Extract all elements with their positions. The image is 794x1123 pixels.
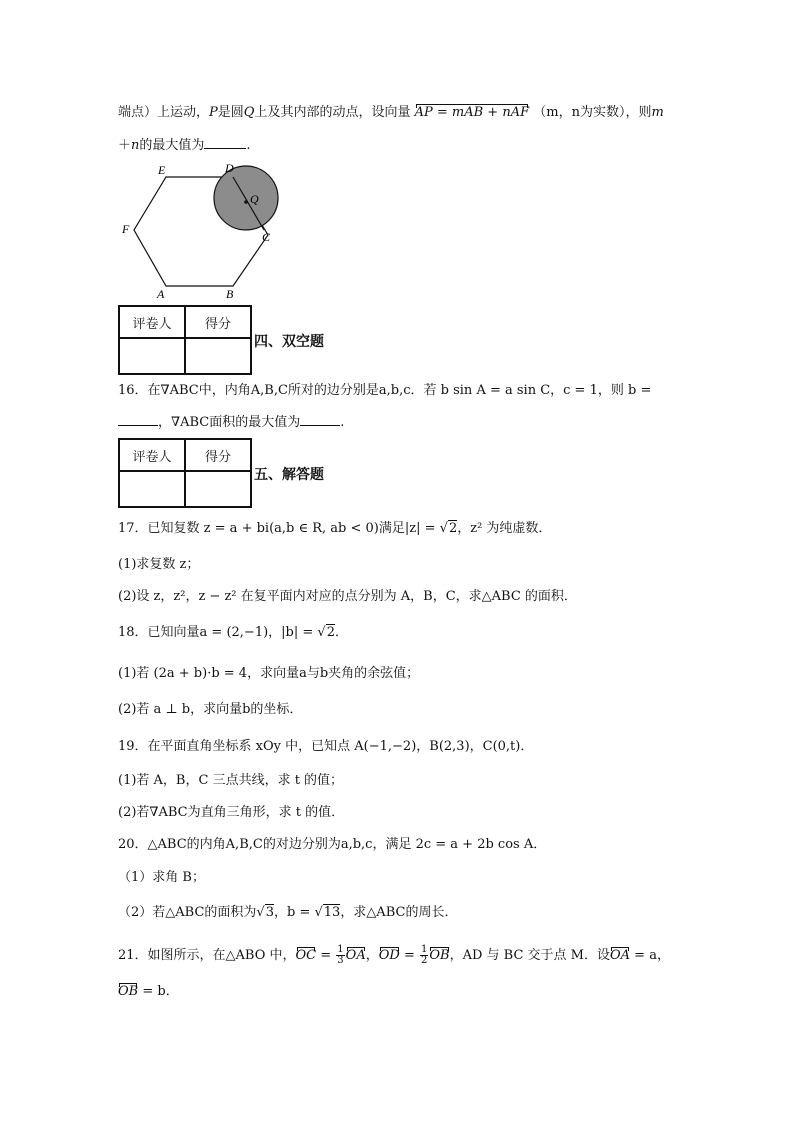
- answer-blank: [300, 413, 340, 426]
- answer-blank: [204, 136, 246, 149]
- center-dot: [244, 200, 248, 204]
- score-table-1: [118, 305, 252, 375]
- q18-part-2: (2)若 a ⊥ b，求向量b的坐标．: [118, 702, 303, 717]
- hexagon-figure: [118, 160, 288, 302]
- reviewer-blank: [119, 338, 185, 374]
- fraction-one-half: $\frac{1}{2}$: [421, 944, 428, 966]
- score-table-2: [118, 438, 252, 508]
- score-cell: 得分: [185, 306, 251, 338]
- q19-part-1: (1)若 A，B，C 三点共线，求 t 的值；: [118, 773, 344, 788]
- score-cell: 得分: [185, 439, 251, 471]
- q19-stem: 19．在平面直角坐标系 xOy 中，已知点 A(−1,−2)，B(2,3)，C(0,t)．: [118, 739, 534, 754]
- q20-part-1: （1）求角 B；: [118, 870, 205, 885]
- label-e: E: [158, 163, 166, 177]
- reviewer-cell: 评卷人: [119, 439, 185, 471]
- fraction-one-third: $\frac{1}{3}$: [337, 944, 344, 966]
- answer-blank: [118, 413, 158, 426]
- q20-part-2: （2）若△ABC的面积为√3，b = √13，求△ABC的周长．: [118, 905, 458, 920]
- label-d: D: [225, 161, 234, 175]
- label-c: C: [262, 230, 271, 244]
- label-f: F: [122, 222, 130, 236]
- q16-line-1: 16．在∇ABC中，内角A,B,C所对的边分别是a,b,c．若 b sin A = a sin C，c = 1，则 b =: [118, 383, 652, 398]
- section-five-title: 五、解答题: [254, 467, 324, 483]
- score-blank: [185, 338, 251, 374]
- label-a: A: [157, 287, 165, 301]
- circle-q: [214, 166, 278, 230]
- vector-formula: AP = mAB + nAF: [414, 105, 530, 120]
- score-blank: [185, 471, 251, 507]
- q16-line-2: ，∇ABC面积的最大值为 .: [118, 413, 344, 432]
- intro-line-1: 端点）上运动，P是圆Q上及其内部的动点，设向量 AP = mAB + nAF （m，n为实数），则m: [118, 105, 664, 120]
- q18-stem: 18．已知向量a = (2,−1)，|b| = √2．: [118, 625, 349, 640]
- label-b: B: [226, 287, 234, 301]
- q21-stem: 21．如图所示，在△ABO 中，OC = $\frac{1}{3}$ OA，OD = $\frac{1}{2}$ OB，AD 与 BC 交于点 M．设OA = a，: [118, 944, 670, 966]
- q17-part-2: (2)设 z，z²，z − z² 在复平面内对应的点分别为 A，B，C，求△ABC 的面积．: [118, 589, 577, 604]
- q17-stem: 17．已知复数 z = a + bi(a,b ∈ R, ab < 0)满足|z| = √2，z² 为纯虚数．: [118, 521, 552, 536]
- label-q: Q: [250, 192, 259, 206]
- q21-stem-cont: OB = b．: [118, 984, 179, 999]
- q19-part-2: (2)若∇ABC为直角三角形，求 t 的值．: [118, 805, 345, 820]
- q17-part-1: (1)求复数 z；: [118, 557, 200, 572]
- intro-line-2: ＋n的最大值为 .: [118, 138, 251, 153]
- q20-stem: 20．△ABC的内角A,B,C的对边分别为a,b,c，满足 2c = a + 2b cos A．: [118, 837, 547, 852]
- q18-part-1: (1)若 (2a + b)·b = 4，求向量a与b夹角的余弦值；: [118, 666, 420, 681]
- reviewer-cell: 评卷人: [119, 306, 185, 338]
- section-four-title: 四、双空题: [254, 334, 324, 350]
- reviewer-blank: [119, 471, 185, 507]
